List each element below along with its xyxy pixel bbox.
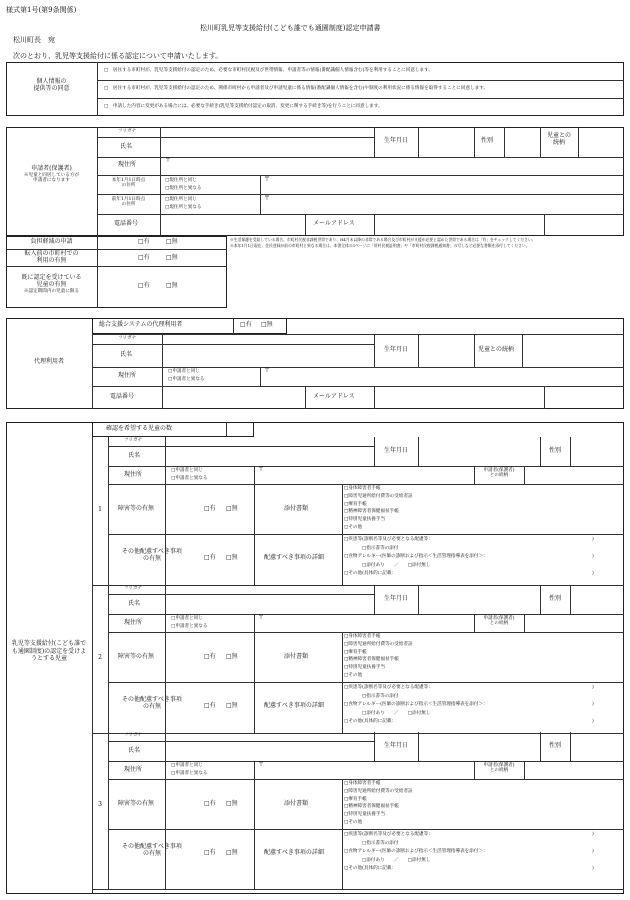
child-relation-label: 申請者(保護者) との続柄 bbox=[483, 616, 515, 627]
child-birth-label: 生年月日 bbox=[384, 742, 409, 749]
prev-jan1-address-label: 前年1月1日時点 の住所 bbox=[111, 197, 146, 208]
child-attach-item[interactable]: □療育手帳 bbox=[344, 796, 367, 802]
child-care-yes[interactable]: □有 bbox=[204, 554, 216, 561]
proxy-furigana-label: フリガナ bbox=[118, 336, 137, 341]
proxy-system-no[interactable]: □無 bbox=[261, 321, 273, 328]
child-name-label: 氏名 bbox=[128, 747, 141, 754]
child-gender-label: 性別 bbox=[549, 447, 562, 454]
child-care-item[interactable]: □指示書等の添付 bbox=[362, 840, 399, 846]
child-address-label: 現住所 bbox=[124, 471, 143, 478]
child-name-label: 氏名 bbox=[128, 600, 141, 607]
child-diff-checkbox[interactable]: □申請者と異なる bbox=[171, 624, 208, 629]
certified-no[interactable]: □無 bbox=[166, 282, 178, 289]
form-title: 松川町乳児等支援給付(こども誰でも通園制度)認定申請書 bbox=[200, 24, 381, 32]
child-furigana-label: フリガナ bbox=[124, 733, 143, 738]
child-postal-mark: 〒 bbox=[258, 466, 265, 473]
child-disability-yes[interactable]: □有 bbox=[204, 505, 216, 512]
jan1-diff-checkbox[interactable]: □現住所と異なる bbox=[165, 186, 202, 191]
certified-label: 既に認定を受けている 児童の有無 ※認定期間内の児童に限る bbox=[21, 274, 82, 294]
child-number: 3 bbox=[98, 801, 102, 808]
prev-jan1-postal-mark: 〒 bbox=[264, 195, 271, 202]
child-disability-yes[interactable]: □有 bbox=[204, 653, 216, 660]
child-attach-item[interactable]: □精神障害者保健福祉手帳 bbox=[344, 804, 399, 810]
child-disability-no[interactable]: □無 bbox=[226, 800, 238, 807]
child-attach-item[interactable]: □障害児通所給付費等の受給者証 bbox=[344, 788, 413, 794]
child-care-item[interactable]: □指示書等の添付 bbox=[362, 693, 399, 699]
applicant-furigana-label: フリガナ bbox=[118, 129, 137, 134]
child-attach-item[interactable]: □身体障害者手帳 bbox=[344, 634, 381, 639]
child-attach-item[interactable]: □身体障害者手帳 bbox=[344, 486, 381, 491]
applicant-address-label: 現住所 bbox=[118, 161, 137, 168]
child-furigana-label: フリガナ bbox=[124, 586, 143, 591]
child-care-no[interactable]: □無 bbox=[226, 849, 238, 856]
child-relation-label: 申請者(保護者) との続柄 bbox=[483, 468, 515, 479]
proxy-same-checkbox[interactable]: □申請者と同じ bbox=[168, 369, 200, 374]
applicant-gender-label: 性別 bbox=[481, 137, 494, 144]
child-care-item[interactable]: □指示書等の添付 bbox=[362, 545, 399, 551]
children-count-label: 確認を希望する児童の数 bbox=[106, 425, 173, 432]
child-care-label: その他配慮すべき事項 の有無 bbox=[122, 548, 182, 562]
proxy-system-label: 総合支援システムの代理利用者 bbox=[99, 321, 183, 328]
applicant-section-label: 申請者(保護者) ※児童と同居している方が 申請者になります bbox=[23, 165, 80, 184]
proxy-diff-checkbox[interactable]: □申請者と異なる bbox=[168, 377, 205, 382]
proxy-section-label: 代理利用者 bbox=[33, 358, 64, 365]
applicant-postal-mark: 〒 bbox=[165, 157, 172, 164]
child-care-close-paren: ) bbox=[592, 537, 594, 542]
prev-jan1-same-checkbox[interactable]: □現住所と同じ bbox=[165, 197, 197, 202]
child-care-detail-label: 配慮すべき事項の詳細 bbox=[264, 702, 324, 709]
jan1-address-label: 本年1月1日時点 の住所 bbox=[111, 178, 146, 189]
child-disability-yes[interactable]: □有 bbox=[204, 800, 216, 807]
child-attach-item[interactable]: □その他 bbox=[344, 525, 363, 530]
child-relation-label: 申請者(保護者) との続柄 bbox=[483, 763, 515, 774]
child-birth-label: 生年月日 bbox=[384, 447, 409, 454]
child-care-item[interactable]: □添付あり ／ □添付無し bbox=[362, 857, 431, 863]
child-care-close-paren: ) bbox=[592, 849, 594, 854]
applicant-relation-label: 児童との 続柄 bbox=[546, 132, 571, 146]
child-care-item[interactable]: □疾患等(診断名等及び必要となる配慮等： bbox=[344, 832, 433, 837]
child-name-label: 氏名 bbox=[128, 452, 141, 459]
child-attach-item[interactable]: □療育手帳 bbox=[344, 501, 367, 507]
child-furigana-label: フリガナ bbox=[124, 438, 143, 443]
child-gender-label: 性別 bbox=[549, 742, 562, 749]
child-care-yes[interactable]: □有 bbox=[204, 702, 216, 709]
child-attach-label: 添付書類 bbox=[284, 505, 309, 512]
proxy-birth-label: 生年月日 bbox=[384, 346, 409, 353]
child-attach-item[interactable]: □特別児童扶養手当 bbox=[344, 517, 386, 523]
intro-text: 次のとおり、乳児等支援給付に係る認定について申請いたします。 bbox=[13, 52, 223, 60]
proxy-system-yes[interactable]: □有 bbox=[240, 321, 252, 328]
applicant-phone-label: 電話番号 bbox=[114, 220, 139, 227]
consent-item-1[interactable]: □ 居住する市町村が、乳児等支援給付の認定のため、必要な市町村民税及び世帯情報、申請者等の情報(番配識個人情報含む)等を利用することに同意します。 bbox=[104, 68, 433, 73]
child-attach-item[interactable]: □障害児通所給付費等の受給者証 bbox=[344, 641, 413, 647]
consent-item-3[interactable]: □ 申請した内容に変更がある場合には、必要な手続き(乳児等支援給付認定の取消、変更に関する手続き等)を行うことに同意します。 bbox=[104, 104, 383, 109]
applicant-name-label: 氏名 bbox=[120, 143, 133, 150]
child-care-close-paren: ) bbox=[592, 866, 594, 871]
addressee: 松川町長 宛 bbox=[13, 36, 55, 44]
child-postal-mark: 〒 bbox=[258, 614, 265, 621]
child-number: 1 bbox=[98, 506, 102, 513]
child-gender-label: 性別 bbox=[549, 595, 562, 602]
child-attach-item[interactable]: □身体障害者手帳 bbox=[344, 781, 381, 786]
child-attach-item[interactable]: □精神障害者保健福祉手帳 bbox=[344, 509, 399, 515]
child-attach-label: 添付書類 bbox=[284, 800, 309, 807]
child-care-close-paren: ) bbox=[592, 554, 594, 559]
child-attach-item[interactable]: □その他 bbox=[344, 820, 363, 825]
child-care-item[interactable]: □その他(具体的に記載： bbox=[344, 719, 397, 725]
child-attach-item[interactable]: □特別児童扶養手当 bbox=[344, 665, 386, 671]
child-attach-item[interactable]: □その他 bbox=[344, 673, 363, 678]
child-care-close-paren: ) bbox=[592, 832, 594, 837]
child-birth-label: 生年月日 bbox=[384, 595, 409, 602]
child-care-detail-label: 配慮すべき事項の詳細 bbox=[264, 554, 324, 561]
certified-yes[interactable]: □有 bbox=[138, 282, 150, 289]
child-disability-no[interactable]: □無 bbox=[226, 505, 238, 512]
applicant-email-label: メールアドレス bbox=[313, 220, 355, 227]
child-care-detail-label: 配慮すべき事項の詳細 bbox=[264, 849, 324, 856]
child-care-item[interactable]: □添付あり ／ □添付無し bbox=[362, 562, 431, 568]
burden-note-2: ※本年1月1日現在、住民登録が前の市町村と異なる場合は、本書全体の3ページに「所村民税証明書」や「市町村民税課税通知書」の写しなど必要な書類を添付してください。 bbox=[230, 243, 530, 248]
burden-note-1: ※生活保護を受給している場合、市町村民税非課税世帯であり、H4月末以降の非常である場合及び市町村が支援が必要と認めた世帯である場合は「有」をチェックしてください。 bbox=[230, 237, 536, 242]
child-care-close-paren: ) bbox=[592, 702, 594, 707]
proxy-relation-label: 児童との続柄 bbox=[478, 346, 515, 353]
child-same-checkbox[interactable]: □申請者と同じ bbox=[171, 468, 203, 473]
jan1-same-checkbox[interactable]: □現住所と同じ bbox=[165, 178, 197, 183]
moved-yes[interactable]: □有 bbox=[138, 254, 150, 261]
child-care-close-paren: ) bbox=[592, 685, 594, 690]
proxy-address-label: 現住所 bbox=[118, 372, 137, 379]
proxy-email-label: メールアドレス bbox=[313, 393, 355, 400]
child-care-close-paren: ) bbox=[592, 571, 594, 576]
proxy-name-label: 氏名 bbox=[120, 351, 133, 358]
moved-label: 転入前の市町村での 利用の有無 bbox=[24, 250, 79, 264]
prev-jan1-diff-checkbox[interactable]: □現住所と異なる bbox=[165, 205, 202, 210]
child-same-checkbox[interactable]: □申請者と同じ bbox=[171, 616, 203, 621]
child-care-item[interactable]: □疾患等(診断名等及び必要となる配慮等： bbox=[344, 685, 433, 690]
child-postal-mark: 〒 bbox=[258, 761, 265, 768]
child-same-checkbox[interactable]: □申請者と同じ bbox=[171, 763, 203, 768]
child-attach-label: 添付書類 bbox=[284, 653, 309, 660]
child-attach-item[interactable]: □療育手帳 bbox=[344, 649, 367, 655]
child-care-label: その他配慮すべき事項 の有無 bbox=[122, 696, 182, 710]
child-care-item[interactable]: □食物アレルギー(医師の診断および指示＜生活管理指導表を添付＞： bbox=[344, 554, 488, 560]
child-care-no[interactable]: □無 bbox=[226, 554, 238, 561]
consent-item-2[interactable]: □ 居住する市町村が、乳児等支援給付の認定のため、関係市町村から申請者及び申請児童に係る情報(番配識個人情報を含む)や制度の利用状況に係る情報を取得することに同意します。 bbox=[104, 86, 489, 91]
children-section-label: 乳児等支援給付(こども誰で も通園制度)の認定を受けよ うとする児童 bbox=[11, 640, 87, 662]
child-disability-no[interactable]: □無 bbox=[226, 653, 238, 660]
child-diff-checkbox[interactable]: □申請者と異なる bbox=[171, 771, 208, 776]
child-care-item[interactable]: □食物アレルギー(医師の診断および指示＜生活管理指導表を添付＞： bbox=[344, 849, 488, 855]
child-disability-label: 障害等の有無 bbox=[118, 800, 155, 807]
burden-yes[interactable]: □有 bbox=[138, 238, 150, 245]
applicant-birth-label: 生年月日 bbox=[384, 137, 409, 144]
child-care-no[interactable]: □無 bbox=[226, 702, 238, 709]
child-attach-item[interactable]: □精神障害者保健福祉手帳 bbox=[344, 657, 399, 663]
child-address-label: 現住所 bbox=[124, 766, 143, 773]
child-care-label: その他配慮すべき事項 の有無 bbox=[122, 843, 182, 857]
burden-label: 負担軽減の申請 bbox=[30, 238, 73, 245]
child-attach-item[interactable]: □障害児通所給付費等の受給者証 bbox=[344, 493, 413, 499]
child-disability-label: 障害等の有無 bbox=[118, 505, 155, 512]
child-disability-label: 障害等の有無 bbox=[118, 653, 155, 660]
child-care-item[interactable]: □その他(具体的に記載： bbox=[344, 866, 397, 872]
child-care-yes[interactable]: □有 bbox=[204, 849, 216, 856]
child-care-item[interactable]: □その他(具体的に記載： bbox=[344, 571, 397, 577]
child-number: 2 bbox=[98, 654, 102, 661]
child-care-close-paren: ) bbox=[592, 719, 594, 724]
child-address-label: 現住所 bbox=[124, 619, 143, 626]
child-attach-item[interactable]: □特別児童扶養手当 bbox=[344, 812, 386, 818]
proxy-phone-label: 電話番号 bbox=[110, 393, 135, 400]
burden-box bbox=[6, 236, 227, 308]
burden-no[interactable]: □無 bbox=[166, 238, 178, 245]
moved-no[interactable]: □無 bbox=[166, 254, 178, 261]
child-diff-checkbox[interactable]: □申請者と異なる bbox=[171, 476, 208, 481]
form-number: 様式第1号(第9条関係) bbox=[6, 6, 77, 14]
child-care-item[interactable]: □疾患等(診断名等及び必要となる配慮等： bbox=[344, 537, 433, 542]
child-care-item[interactable]: □食物アレルギー(医師の診断および指示＜生活管理指導表を添付＞： bbox=[344, 702, 488, 708]
proxy-postal-mark: 〒 bbox=[264, 367, 271, 374]
child-care-item[interactable]: □添付あり ／ □添付無し bbox=[362, 710, 431, 716]
jan1-postal-mark: 〒 bbox=[264, 176, 271, 183]
consent-label: 個人情報の 提供等の同意 bbox=[33, 78, 70, 92]
